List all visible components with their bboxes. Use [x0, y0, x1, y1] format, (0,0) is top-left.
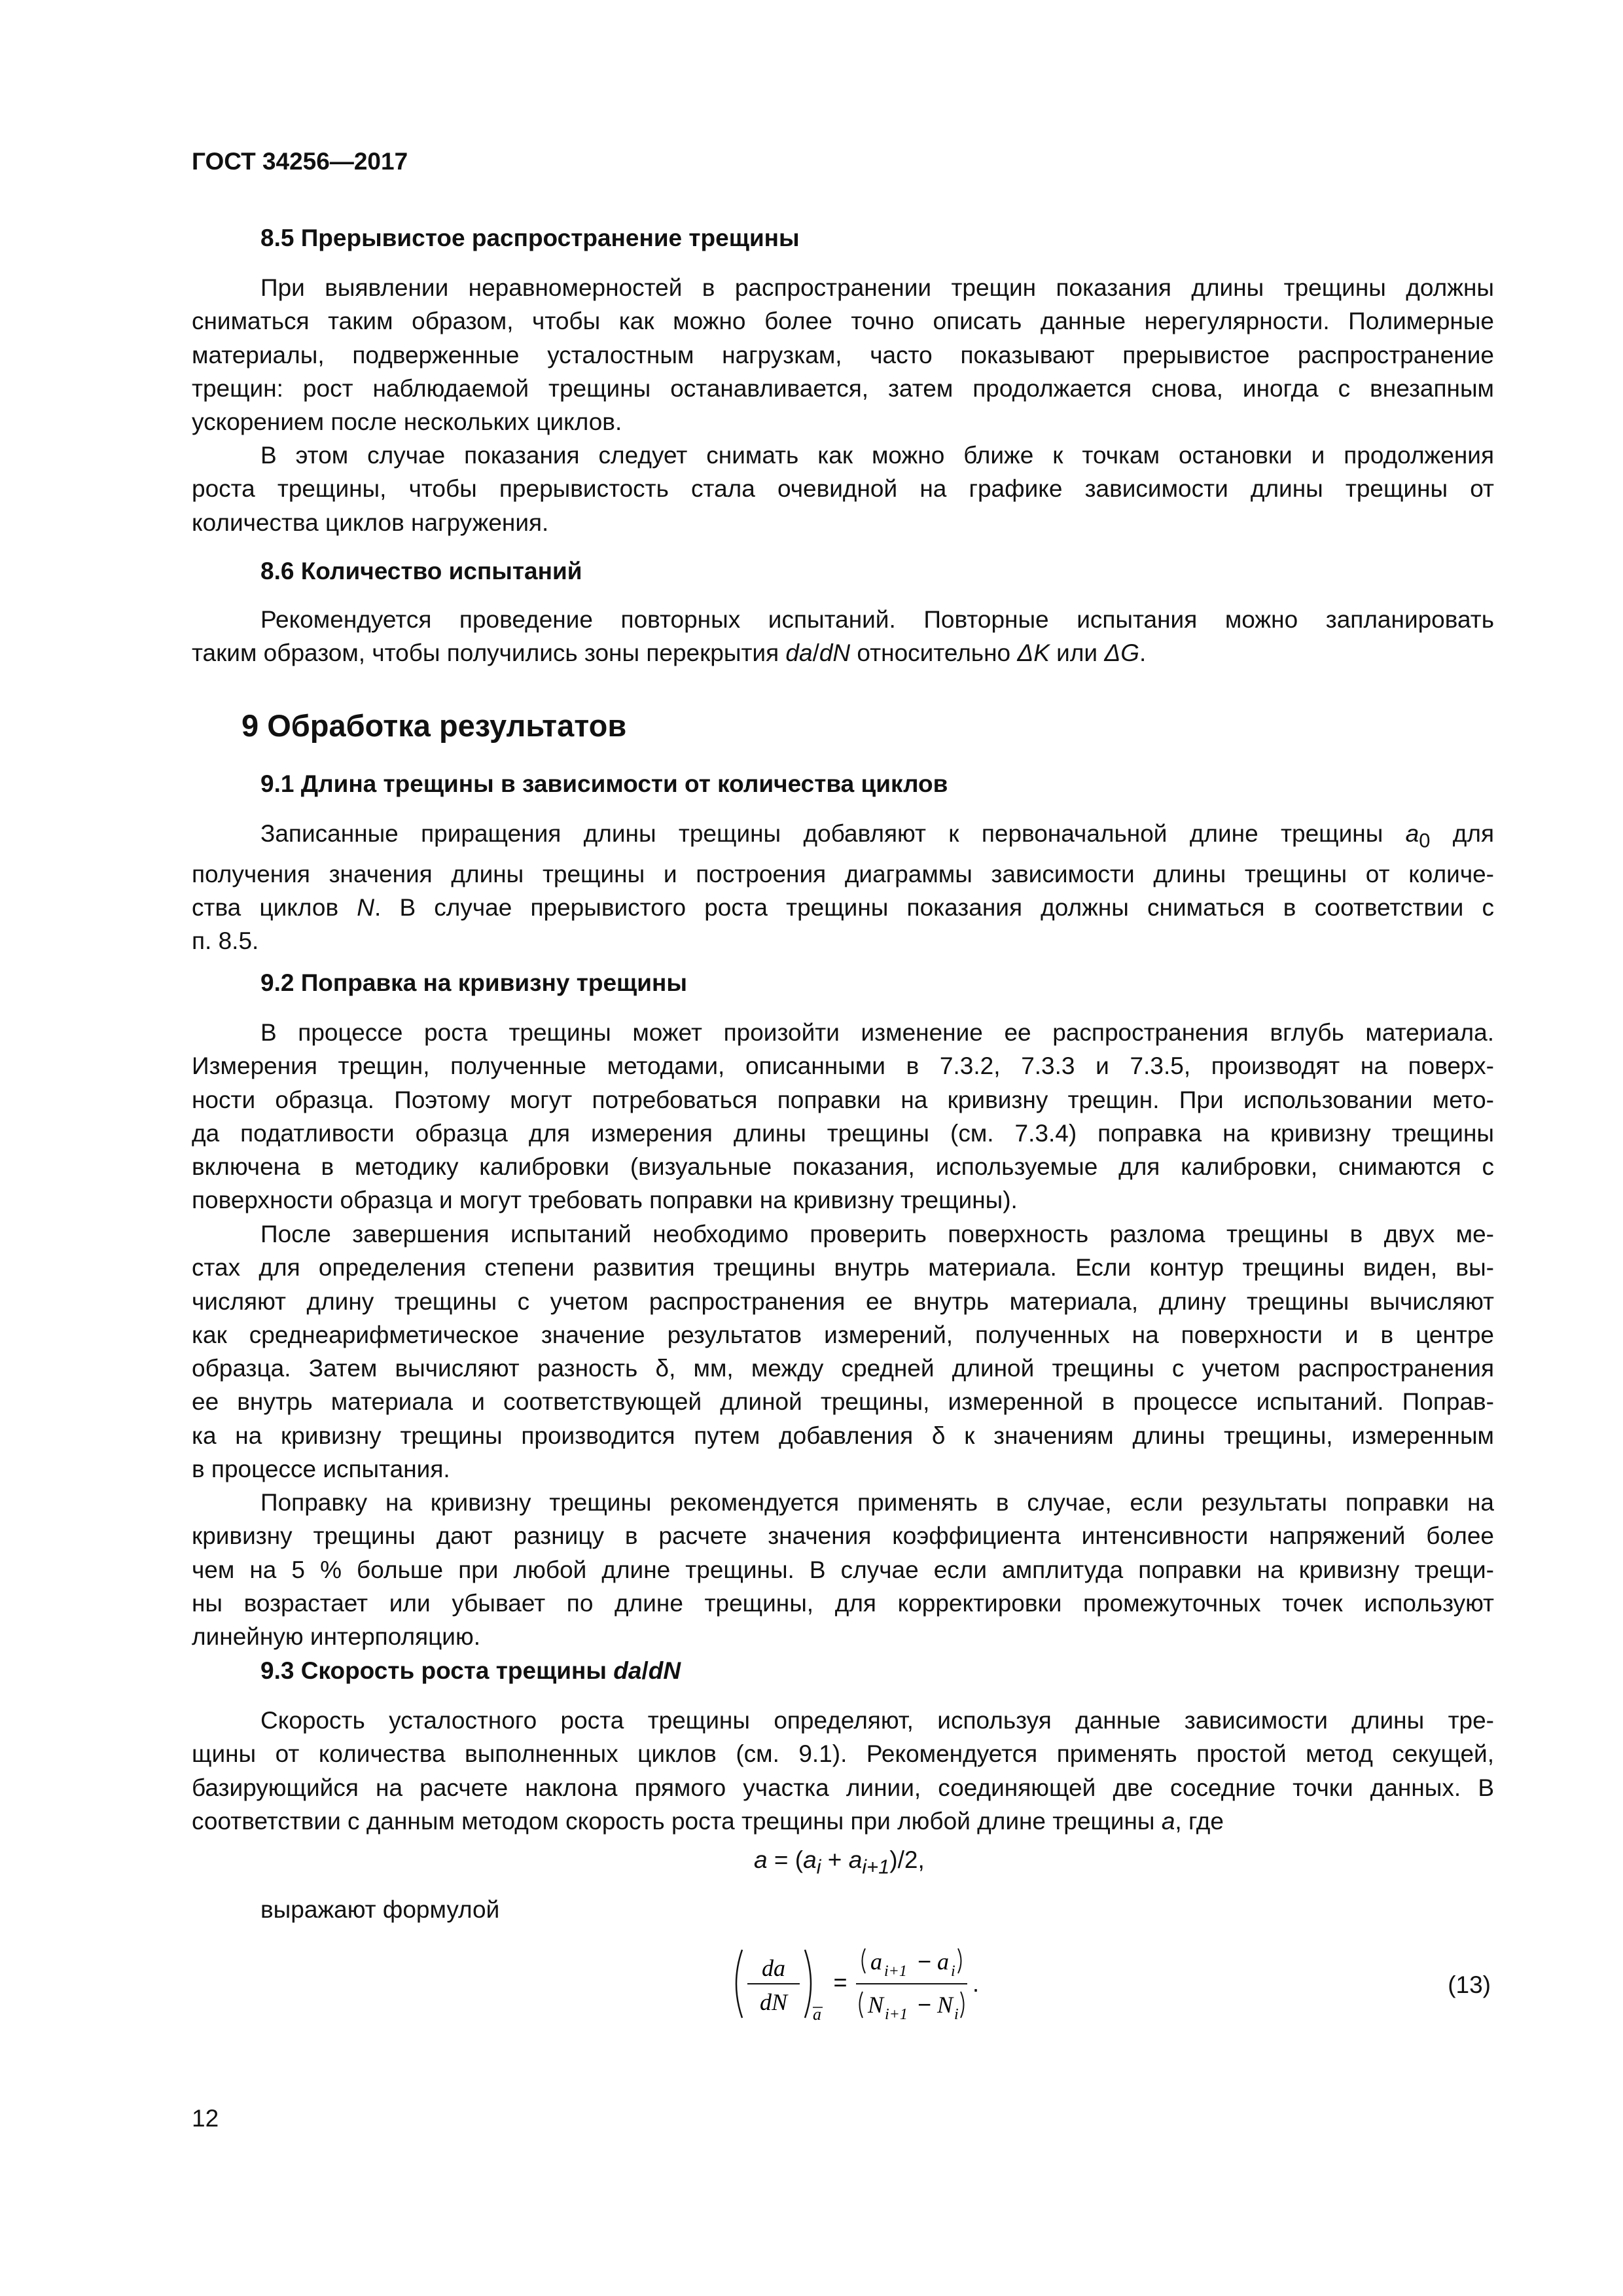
chapter-title: 9 Обработка результатов [241, 708, 627, 743]
section-title: 9.1 Длина трещины в зависимости от количества циклов [260, 770, 948, 797]
equation-13 [728, 1945, 1042, 2030]
num-a2: a [937, 1948, 949, 1975]
text-line: в процессе испытания. [192, 1456, 450, 1483]
section-title: 8.5 Прерывистое распространение трещины [260, 224, 800, 251]
section-title: 9.3 Скорость роста трещины da/dN [260, 1657, 681, 1684]
text-line: числяют длину трещины с учетом распространения ее внутрь материала, длину трещины вычисляют [192, 1287, 1494, 1315]
section-9-2-paragraph-1 [192, 1016, 1494, 1217]
fraction-numerator: da [762, 1955, 785, 1981]
text-line: При выявлении неравномерностей в распространении трещин показания длины трещины должны [260, 274, 1494, 301]
text-line: После завершения испытаний необходимо проверить поверхность разлома трещины в двух ме- [260, 1221, 1494, 1247]
text-line: сниматься таким образом, чтобы как можно более точно описать данные нерегулярности. Полимерные [192, 308, 1494, 335]
section-9-2 [192, 966, 1494, 1000]
text-line: В процессе роста трещины может произойти изменение ее распространения вглубь материала. [260, 1019, 1494, 1046]
text-line: Рекомендуется проведение повторных испытаний. Повторные испытания можно запланировать [260, 606, 1494, 633]
text-line: щины от количества выполненных циклов (см. 9.1). Рекомендуется применять простой метод секущей, [192, 1740, 1494, 1768]
text-line: ускорением после нескольких циклов. [192, 408, 622, 436]
text-line: Записанные приращения длины трещины добавляют к первоначальной длине трещины $a_0$ для [260, 820, 1494, 852]
text-line: соответствии с данным методом скорость роста трещины при любой длине трещины a, где [192, 1807, 1224, 1835]
text-line: ны возрастает или убывает по длине трещины, для корректировки промежуточных точек используют [192, 1589, 1494, 1617]
text-line: поверхности образца и могут требовать поправки на кривизну трещины). [192, 1187, 1018, 1214]
text-line: чем на 5 % больше при любой длине трещины. В случае если амплитуда поправки на кривизну трещи- [192, 1556, 1494, 1583]
section-title: 9.2 Поправка на кривизну трещины [260, 969, 687, 996]
text-line: ее внутрь материала и соответствующей длиной трещины, измеренной в процессе испытаний. Поправ- [192, 1388, 1494, 1416]
section-8-5-paragraph-2 [192, 439, 1494, 539]
section-9-3-paragraph [192, 1704, 1494, 1838]
text-line: как среднеарифметическое значение результатов измерений, полученных на поверхности и в центре [192, 1321, 1494, 1348]
text-line: стах для определения степени развития трещины внутрь материала. Если контур трещины виден, вы- [192, 1254, 1494, 1282]
text-line: базирующийся на расчете наклона прямого участка линии, соединяющей две соседние точки данных. В [192, 1774, 1494, 1801]
num-sub1: i+1 [884, 1963, 907, 1980]
formula-mean-crack-length: $a = (a_i + a_{i+1})/2$, [754, 1846, 925, 1878]
den-n1: N [868, 1992, 884, 2018]
text-line: да податливости образца для измерения длины трещины (см. 7.3.4) поправка на кривизну трещины [192, 1119, 1494, 1147]
section-title: 8.6 Количество испытаний [260, 558, 582, 584]
text-line: линейную интерполяцию. [192, 1623, 481, 1651]
num-a1: a [870, 1948, 882, 1975]
den-sub1: i+1 [885, 2006, 908, 2023]
text-line: образца. Затем вычисляют разность δ, мм, между средней длиной трещины с учетом распространения [192, 1355, 1494, 1382]
section-9-2-paragraph-3 [192, 1486, 1494, 1653]
text-line: Скорость усталостного роста трещины определяют, используя данные зависимости длины тре- [260, 1707, 1494, 1734]
section-9-3 [192, 1654, 1494, 1688]
section-9-1 [192, 767, 1494, 801]
den-sub2: i [954, 2006, 959, 2023]
equals-sign: = [833, 1969, 847, 1996]
equation-dot: . [972, 1970, 980, 1997]
text-line: Поправку на кривизну трещины рекомендуется применять в случае, если результаты поправки на [260, 1489, 1494, 1516]
num-minus: − [918, 1948, 932, 1975]
text-line: п. 8.5. [192, 927, 259, 955]
document-header: ГОСТ 34256—2017 [192, 148, 408, 175]
equation-number: (13) [1448, 1971, 1491, 1998]
text-line: трещин: рост наблюдаемой трещины останавливается, затем продолжается снова, иногда с внезапным [192, 374, 1494, 402]
text-line: получения значения длины трещины и построения диаграммы зависимости длины трещины от количе- [192, 860, 1494, 888]
page-number: 12 [192, 2105, 219, 2132]
fraction-denominator: dN [759, 1989, 788, 2015]
formula-intro: выражают формулой [260, 1896, 500, 1923]
section-8-6 [192, 554, 1494, 588]
den-n2: N [937, 1992, 954, 2018]
text-line: количества циклов нагружения. [192, 509, 549, 536]
text-line: таким образом, чтобы получились зоны перекрытия da/dN относительно ΔK или ΔG. [192, 639, 1147, 667]
text-line: включена в методику калибровки (визуальные показания, используемые для калибровки, снимаются с [192, 1153, 1494, 1181]
section-9-2-paragraph-2 [192, 1217, 1494, 1486]
section-9-1-paragraph [192, 817, 1494, 958]
chapter-9 [192, 706, 1494, 745]
section-8-6-paragraph [192, 603, 1494, 670]
text-line: материалы, подверженные усталостным нагрузкам, часто показывают прерывистое распространение [192, 341, 1494, 368]
section-8-5-paragraph-1 [192, 271, 1494, 439]
text-line: ка на кривизну трещины производится путем добавления δ к значениям длины трещины, измеренным [192, 1422, 1494, 1449]
text-line: ности образца. Поэтому могут потребоваться поправки на кривизну трещин. При использовании мето- [192, 1086, 1494, 1113]
section-8-5 [192, 221, 1494, 255]
den-minus: − [918, 1991, 932, 2018]
text-line: роста трещины, чтобы прерывистость стала очевидной на графике зависимости длины трещины от [192, 475, 1494, 503]
text-line: В этом случае показания следует снимать как можно ближе к точкам остановки и продолжения [260, 442, 1494, 469]
mean-subscript: a [813, 2005, 821, 2024]
text-line: ства циклов N. В случае прерывистого роста трещины показания должны сниматься в соответствии с [192, 893, 1494, 921]
text-line: кривизну трещины дают разницу в расчете значения коэффициента интенсивности напряжений более [192, 1522, 1494, 1550]
num-sub2: i [951, 1963, 955, 1980]
text-line: Измерения трещин, полученные методами, описанными в 7.3.2, 7.3.3 и 7.3.5, производят на поверх- [192, 1052, 1494, 1080]
